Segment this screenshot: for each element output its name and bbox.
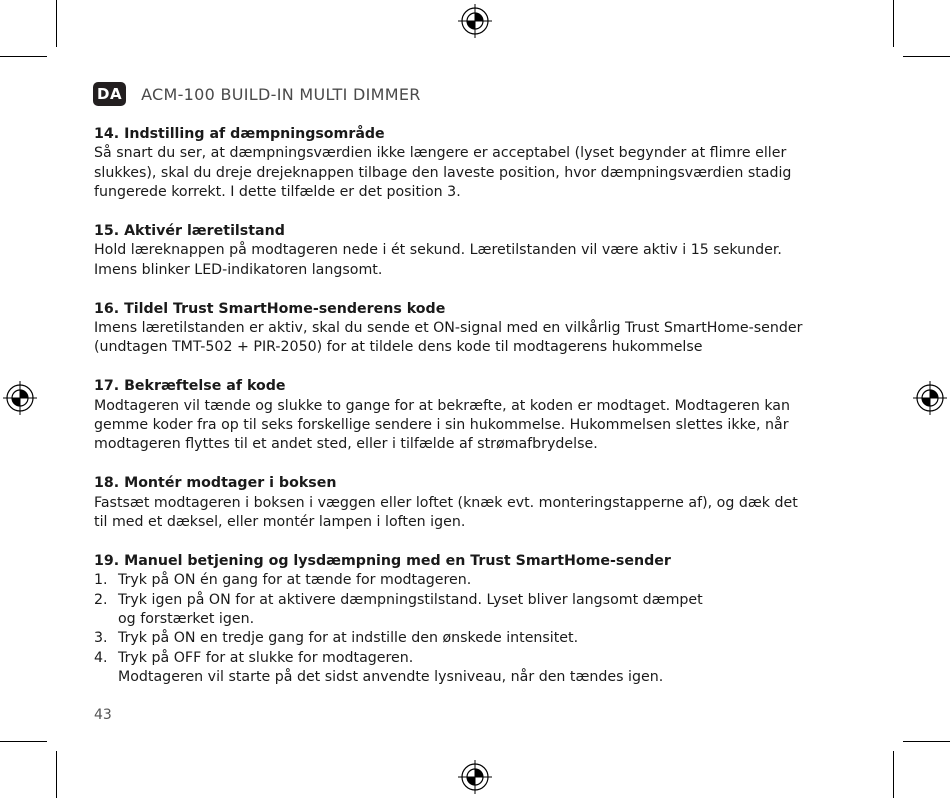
crop-mark — [903, 741, 950, 742]
crop-mark — [893, 0, 894, 47]
registration-mark-icon — [913, 381, 947, 415]
page-header — [93, 81, 421, 107]
section-body — [94, 397, 854, 455]
body-line: slukkes), skal du dreje drejeknappen tilbage den laveste position, hvor dæmpningsværdien stadig — [94, 164, 792, 181]
step-number: 4. — [94, 649, 108, 666]
section-15 — [94, 222, 854, 280]
body-line: gemme koder fra op til seks forskellige sendere i sin hukommelse. Hukommelsen slettes ikke, når — [94, 417, 789, 434]
crop-mark — [56, 0, 57, 47]
section-heading: 19. Manuel betjening og lysdæmpning med en Trust SmartHome-sender — [94, 552, 671, 569]
language-badge: DA — [93, 82, 126, 106]
step-line: Tryk på OFF for at slukke for modtageren. — [118, 649, 414, 666]
step-line: Modtageren vil starte på det sidst anvendte lysniveau, når den tændes igen. — [118, 669, 664, 686]
step-number: 2. — [94, 591, 108, 608]
body-line: Imens blinker LED-indikatoren langsomt. — [94, 261, 383, 278]
section-14 — [94, 125, 854, 203]
body-line: (undtagen TMT-502 + PIR-2050) for at tildele dens kode til modtagerens hukommelse — [94, 339, 703, 356]
section-body — [94, 319, 854, 358]
section-heading: 17. Bekræftelse af kode — [94, 378, 286, 395]
body-line: Modtageren vil tænde og slukke to gange for at bekræfte, at koden er modtaget. Modtageren kan — [94, 397, 790, 414]
section-heading: 16. Tildel Trust SmartHome-senderens kode — [94, 300, 446, 317]
crop-mark — [893, 751, 894, 798]
step-line: og forstærket igen. — [118, 611, 255, 628]
body-line: Fastsæt modtageren i boksen i væggen eller loftet (knæk evt. monteringstapperne af), og dæk det — [94, 494, 798, 511]
step-text — [118, 629, 578, 648]
registration-mark-icon — [3, 381, 37, 415]
section-19 — [94, 552, 854, 688]
step-line: Tryk på ON en tredje gang for at indstille den ønskede intensitet. — [118, 630, 579, 647]
section-body — [94, 241, 854, 280]
section-heading: 14. Indstilling af dæmpningsområde — [94, 126, 385, 142]
section-17 — [94, 377, 854, 455]
step-number: 1. — [94, 572, 108, 589]
document-title: ACM-100 BUILD-IN MULTI DIMMER — [141, 84, 421, 104]
page-number: 43 — [94, 707, 112, 723]
section-body — [94, 494, 854, 533]
section-18 — [94, 474, 854, 532]
list-item — [94, 649, 854, 688]
step-text — [118, 571, 471, 590]
section-heading: 18. Montér modtager i boksen — [94, 475, 337, 492]
step-line: Tryk igen på ON for at aktivere dæmpningstilstand. Lyset bliver langsomt dæmpet — [118, 591, 703, 608]
registration-mark-icon — [458, 4, 492, 38]
list-item — [94, 591, 854, 630]
steps-list — [94, 571, 854, 687]
manual-content — [94, 125, 854, 688]
list-item — [94, 629, 854, 648]
step-line: Tryk på ON én gang for at tænde for modtageren. — [118, 572, 472, 589]
crop-mark — [903, 56, 950, 57]
list-item — [94, 571, 854, 590]
section-heading: 15. Aktivér læretilstand — [94, 223, 285, 240]
body-line: Hold læreknappen på modtageren nede i ét sekund. Læretilstanden vil være aktiv i 15 sekunder. — [94, 242, 782, 259]
crop-mark — [56, 751, 57, 798]
body-line: Så snart du ser, at dæmpningsværdien ikke længere er acceptabel (lyset begynder at flimre eller — [94, 145, 787, 162]
body-line: modtageren flyttes til et andet sted, eller i tilfælde af strømafbrydelse. — [94, 436, 598, 453]
section-16 — [94, 300, 854, 358]
step-text — [118, 649, 663, 688]
registration-mark-icon — [458, 760, 492, 794]
body-line: Imens læretilstanden er aktiv, skal du sende et ON-signal med en vilkårlig Trust SmartHome-sender — [94, 320, 803, 337]
step-number: 3. — [94, 630, 108, 647]
body-line: til med et dæksel, eller montér lampen i loften igen. — [94, 514, 466, 531]
section-body — [94, 144, 854, 202]
step-text — [118, 591, 703, 630]
body-line: fungerede korrekt. I dette tilfælde er det position 3. — [94, 184, 461, 201]
crop-mark — [0, 56, 47, 57]
crop-mark — [0, 741, 47, 742]
